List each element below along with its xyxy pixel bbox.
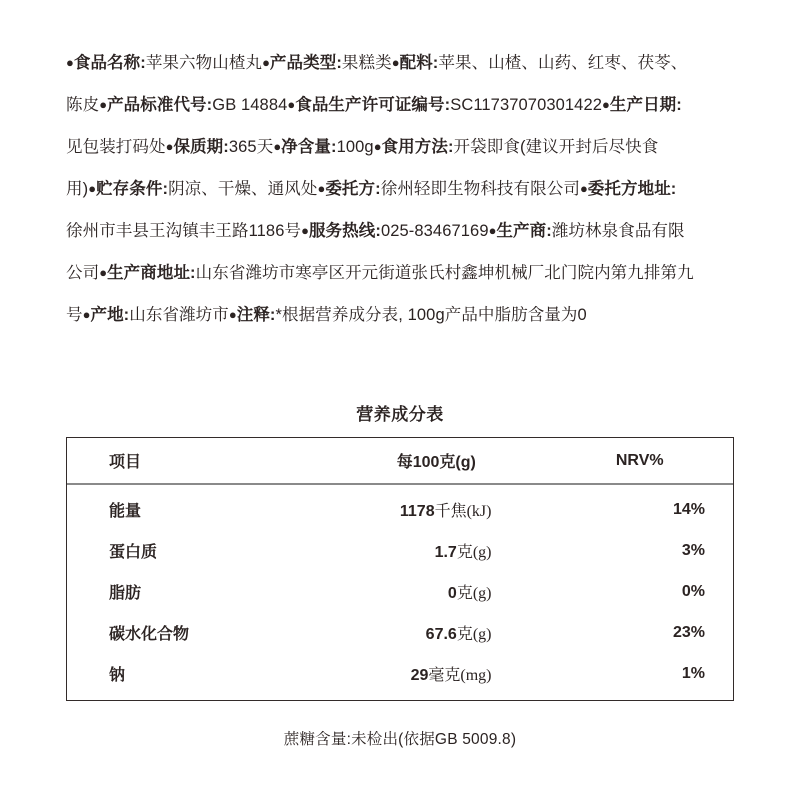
nutrient-amount-unit: 毫克(mg) bbox=[428, 667, 492, 684]
field-label: 委托方: bbox=[325, 180, 381, 198]
nutrient-amount-unit: 克(g) bbox=[456, 626, 492, 643]
field-separator-bullet-icon: ● bbox=[165, 139, 174, 154]
nutrient-amount-number: 1.7 bbox=[434, 544, 457, 561]
field-value: 山东省潍坊市寒亭区开元街道张氏村鑫坤机械厂北门院内第九排第九 bbox=[195, 264, 694, 282]
field-value: 徐州轻即生物科技有限公司 bbox=[380, 180, 580, 198]
table-row bbox=[67, 571, 733, 612]
nutrient-name: 能量 bbox=[109, 503, 142, 520]
product-info-line bbox=[66, 42, 738, 84]
table-header-row bbox=[67, 438, 733, 484]
sucrose-footnote: 蔗糖含量:未检出(依据GB 5009.8) bbox=[283, 731, 517, 748]
field-value: 开袋即食(建议开封后尽快食 bbox=[453, 138, 659, 156]
nutrient-amount bbox=[320, 484, 566, 530]
field-separator-bullet-icon: ● bbox=[273, 139, 282, 154]
field-label: 生产商地址: bbox=[107, 264, 196, 282]
nutrient-amount-number: 29 bbox=[410, 667, 429, 684]
nutrient-amount-unit: 克(g) bbox=[456, 585, 492, 602]
table-row bbox=[67, 530, 733, 571]
field-label: 贮存条件: bbox=[96, 180, 169, 198]
field-separator-bullet-icon: ● bbox=[228, 307, 237, 322]
field-value: 潍坊林泉食品有限 bbox=[551, 222, 685, 240]
field-separator-bullet-icon: ● bbox=[317, 181, 326, 196]
field-value: 公司 bbox=[66, 264, 100, 282]
nutrient-amount bbox=[320, 612, 566, 653]
field-value: 徐州市丰县王沟镇丰王路1186号 bbox=[66, 222, 302, 240]
field-label: 产品标准代号: bbox=[107, 96, 213, 114]
field-value: 苹果六物山楂丸 bbox=[145, 54, 263, 72]
nutrient-name: 碳水化合物 bbox=[109, 626, 190, 643]
field-separator-bullet-icon: ● bbox=[488, 223, 497, 238]
field-label: 产地: bbox=[90, 306, 130, 324]
field-value: 阴凉、干燥、通风处 bbox=[168, 180, 318, 198]
field-separator-bullet-icon: ● bbox=[88, 181, 97, 196]
nutrient-amount-unit: 千焦(kJ) bbox=[434, 503, 492, 520]
nutrient-amount-number: 0 bbox=[447, 585, 457, 602]
field-label: 食用方法: bbox=[381, 138, 454, 156]
field-separator-bullet-icon: ● bbox=[579, 181, 588, 196]
field-value: GB 14884 bbox=[212, 96, 288, 114]
product-info-line bbox=[66, 252, 738, 294]
nutrient-amount-number: 1178 bbox=[399, 503, 435, 520]
field-value: 陈皮 bbox=[66, 96, 100, 114]
nutrition-table-container bbox=[66, 437, 734, 701]
field-label: 服务热线: bbox=[308, 222, 381, 240]
nutrient-nrv-percent: 23% bbox=[672, 623, 705, 641]
field-value: 025-83467169 bbox=[380, 222, 489, 240]
field-separator-bullet-icon: ● bbox=[391, 55, 400, 70]
table-row bbox=[67, 484, 733, 530]
nutrient-amount bbox=[320, 653, 566, 700]
product-info-line bbox=[66, 126, 738, 168]
nutrient-name: 蛋白质 bbox=[109, 544, 158, 561]
field-label: 生产日期: bbox=[609, 96, 682, 114]
field-separator-bullet-icon: ● bbox=[99, 97, 108, 112]
field-value: SC11737070301422 bbox=[450, 96, 603, 114]
field-label: 注释: bbox=[236, 306, 276, 324]
column-header-nrv: NRV% bbox=[566, 438, 733, 484]
field-separator-bullet-icon: ● bbox=[287, 97, 296, 112]
field-value: 苹果、山楂、山药、红枣、茯苓、 bbox=[438, 54, 688, 72]
nutrient-amount bbox=[320, 530, 566, 571]
column-header-item: 项目 bbox=[67, 438, 320, 484]
product-info-line bbox=[66, 294, 738, 336]
field-value: 果糕类 bbox=[341, 54, 392, 72]
field-label: 产品类型: bbox=[269, 54, 342, 72]
field-label: 配料: bbox=[399, 54, 439, 72]
field-label: 生产商: bbox=[496, 222, 552, 240]
nutrient-nrv-percent: 1% bbox=[681, 664, 705, 682]
field-value: 用) bbox=[66, 180, 89, 198]
nutrient-amount-unit: 克(g) bbox=[456, 544, 492, 561]
field-value: *根据营养成分表, 100g产品中脂肪含量为0 bbox=[275, 306, 587, 324]
field-separator-bullet-icon: ● bbox=[66, 55, 74, 70]
product-info-line bbox=[66, 210, 738, 252]
field-value: 100g bbox=[336, 138, 374, 156]
field-label: 保质期: bbox=[173, 138, 229, 156]
column-header-value: 每100克(g) bbox=[320, 438, 566, 484]
nutrition-table-body bbox=[67, 484, 733, 700]
table-row bbox=[67, 653, 733, 700]
field-label: 委托方地址: bbox=[587, 180, 677, 198]
product-info-line bbox=[66, 168, 738, 210]
field-separator-bullet-icon: ● bbox=[99, 265, 108, 280]
product-info-block bbox=[66, 42, 738, 336]
field-value: 365天 bbox=[228, 138, 274, 156]
nutrient-nrv-percent: 3% bbox=[681, 541, 705, 559]
nutrient-amount-number: 67.6 bbox=[425, 626, 457, 643]
nutrition-table-title: 营养成分表 bbox=[356, 405, 444, 424]
field-value: 见包装打码处 bbox=[66, 138, 166, 156]
field-label: 净含量: bbox=[281, 138, 337, 156]
nutrition-table-header bbox=[67, 438, 733, 484]
field-separator-bullet-icon: ● bbox=[301, 223, 309, 238]
field-value: 号 bbox=[66, 306, 83, 324]
field-separator-bullet-icon: ● bbox=[262, 55, 270, 70]
field-separator-bullet-icon: ● bbox=[602, 97, 610, 112]
field-separator-bullet-icon: ● bbox=[82, 307, 91, 322]
field-value: 山东省潍坊市 bbox=[129, 306, 229, 324]
nutrient-name: 脂肪 bbox=[109, 585, 142, 602]
field-label: 食品生产许可证编号: bbox=[295, 96, 451, 114]
nutrient-amount bbox=[320, 571, 566, 612]
nutrient-nrv-percent: 14% bbox=[672, 500, 705, 518]
nutrient-nrv-percent: 0% bbox=[681, 582, 705, 600]
table-row bbox=[67, 612, 733, 653]
nutrition-table bbox=[67, 438, 733, 700]
product-info-line bbox=[66, 84, 738, 126]
field-label: 食品名称: bbox=[73, 54, 146, 72]
nutrient-name: 钠 bbox=[109, 667, 126, 684]
field-separator-bullet-icon: ● bbox=[373, 139, 382, 154]
